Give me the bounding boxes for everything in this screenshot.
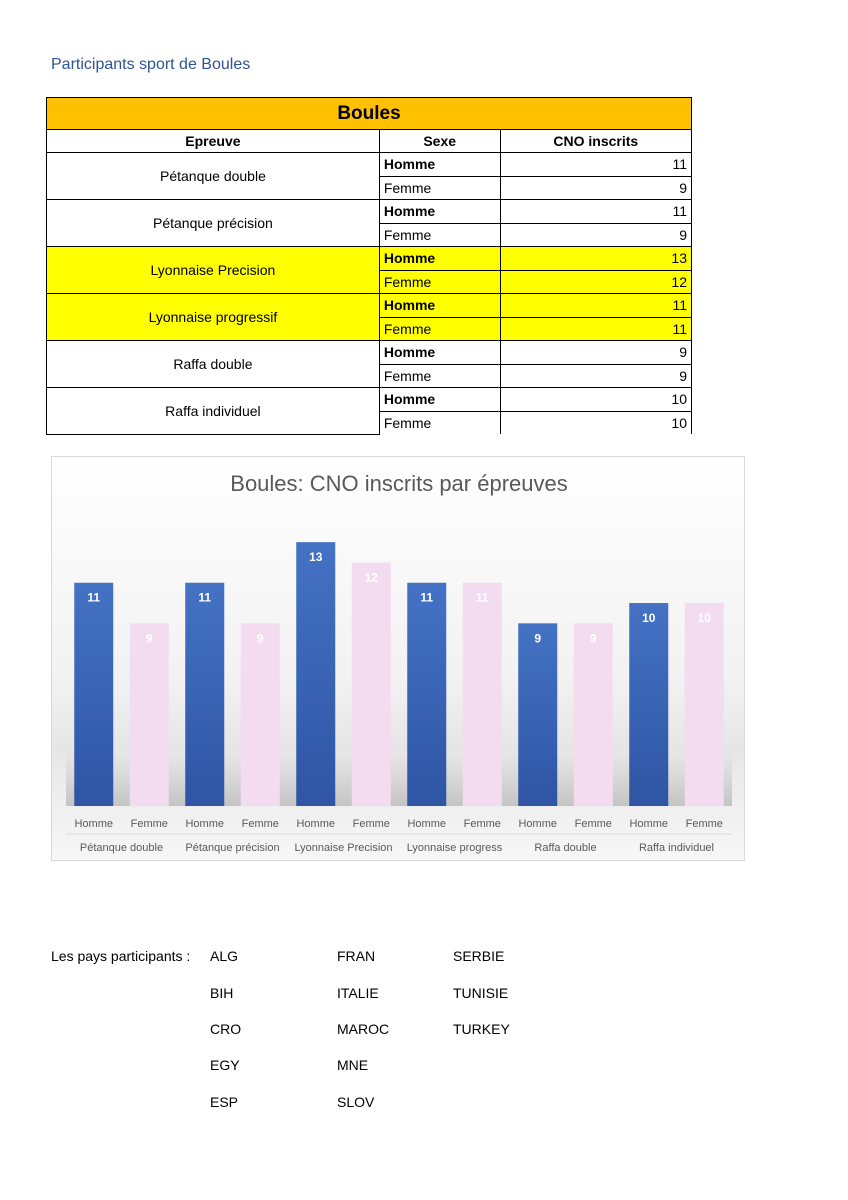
country-item: MNE [337,1057,369,1073]
country-item: BIH [210,985,234,1001]
sexe-cell: Femme [379,223,500,247]
epreuve-cell: Lyonnaise progressif [47,294,380,341]
x-tick-label: Homme [407,818,447,830]
cno-cell: 9 [500,223,691,247]
countries-label: Les pays participants : [51,948,191,964]
bar-femme [352,562,391,806]
x-tick-label: Femme [685,818,723,830]
country-item: TUNISIE [453,985,509,1001]
data-label: 10 [697,611,711,626]
epreuve-cell: Lyonnaise Precision [47,247,380,294]
sexe-cell: Homme [379,247,500,271]
cno-cell: 11 [500,200,691,224]
country-item: FRAN [337,948,376,964]
x-group-label: Raffa individuel [638,842,715,854]
sexe-cell: Femme [379,270,500,294]
cno-cell: 10 [500,388,691,412]
x-tick-label: Femme [352,818,390,830]
cno-cell: 9 [500,341,691,365]
bar-homme [296,542,335,806]
header-sexe: Sexe [379,130,500,153]
header-epreuve: Epreuve [47,130,380,153]
sexe-cell: Femme [379,176,500,200]
bar-femme [130,623,169,806]
country-item: EGY [210,1057,240,1073]
x-tick-label: Femme [463,818,501,830]
cno-cell: 9 [500,176,691,200]
x-group-label: Pétanque double [79,842,164,854]
table-row [47,341,692,365]
x-group-label: Pétanque précision [185,842,280,854]
data-label: 10 [642,611,656,626]
table-row [47,200,692,224]
x-tick-label: Homme [518,818,558,830]
table-row [47,247,692,271]
x-tick-label: Femme [574,818,612,830]
country-item: ITALIE [337,985,379,1001]
country-item: SLOV [337,1094,375,1110]
country-item: ALG [210,948,239,964]
data-label: 11 [87,590,101,605]
x-group-label: Lyonnaise Precision [294,842,393,854]
boules-table [46,97,692,435]
x-tick-label: Homme [185,818,225,830]
table-row [47,388,692,412]
bar-homme [407,583,446,806]
data-label: 9 [534,631,542,646]
epreuve-cell: Pétanque précision [47,200,380,247]
country-item: MAROC [337,1021,390,1037]
cno-cell: 9 [500,364,691,388]
x-tick-label: Femme [130,818,168,830]
sexe-cell: Homme [379,153,500,177]
cno-cell: 11 [500,317,691,341]
sexe-cell: Femme [379,364,500,388]
bar-homme [185,583,224,806]
bar-homme [518,623,557,806]
bar-homme [74,583,113,806]
country-item: CRO [210,1021,242,1037]
x-group-label: Lyonnaise progress [406,842,503,854]
cno-cell: 13 [500,247,691,271]
x-tick-label: Homme [74,818,114,830]
cno-cell: 10 [500,411,691,434]
x-tick-label: Femme [241,818,279,830]
bar-homme [629,603,668,806]
sexe-cell: Homme [379,200,500,224]
cno-cell: 11 [500,294,691,318]
cno-cell: 11 [500,153,691,177]
bar-femme [574,623,613,806]
header-cno: CNO inscrits [500,130,691,153]
bar-femme [241,623,280,806]
chart-title: Boules: CNO inscrits par épreuves [230,471,568,496]
epreuve-cell: Pétanque double [47,153,380,200]
data-label: 11 [198,590,212,605]
bar-femme [463,583,502,806]
data-label: 9 [256,631,264,646]
sexe-cell: Femme [379,411,500,434]
data-label: 11 [420,590,434,605]
bar-femme [685,603,724,806]
x-tick-label: Homme [629,818,669,830]
epreuve-cell: Raffa double [47,341,380,388]
epreuve-cell: Raffa individuel [47,388,380,435]
country-item: TURKEY [453,1021,510,1037]
country-item: SERBIE [453,948,505,964]
x-tick-label: Homme [296,818,336,830]
table-row [47,153,692,177]
data-label: 12 [364,570,378,585]
country-item: ESP [210,1094,239,1110]
bar-chart [52,457,746,862]
data-label: 9 [145,631,153,646]
chart-container [51,456,745,861]
data-label: 11 [475,590,489,605]
sexe-cell: Femme [379,317,500,341]
table-row [47,294,692,318]
data-label: 9 [589,631,597,646]
sexe-cell: Homme [379,341,500,365]
sexe-cell: Homme [379,294,500,318]
data-label: 13 [309,550,323,565]
page-heading: Participants sport de Boules [51,56,251,73]
cno-cell: 12 [500,270,691,294]
table-title: Boules [47,98,692,130]
sexe-cell: Homme [379,388,500,412]
x-group-label: Raffa double [534,842,597,854]
